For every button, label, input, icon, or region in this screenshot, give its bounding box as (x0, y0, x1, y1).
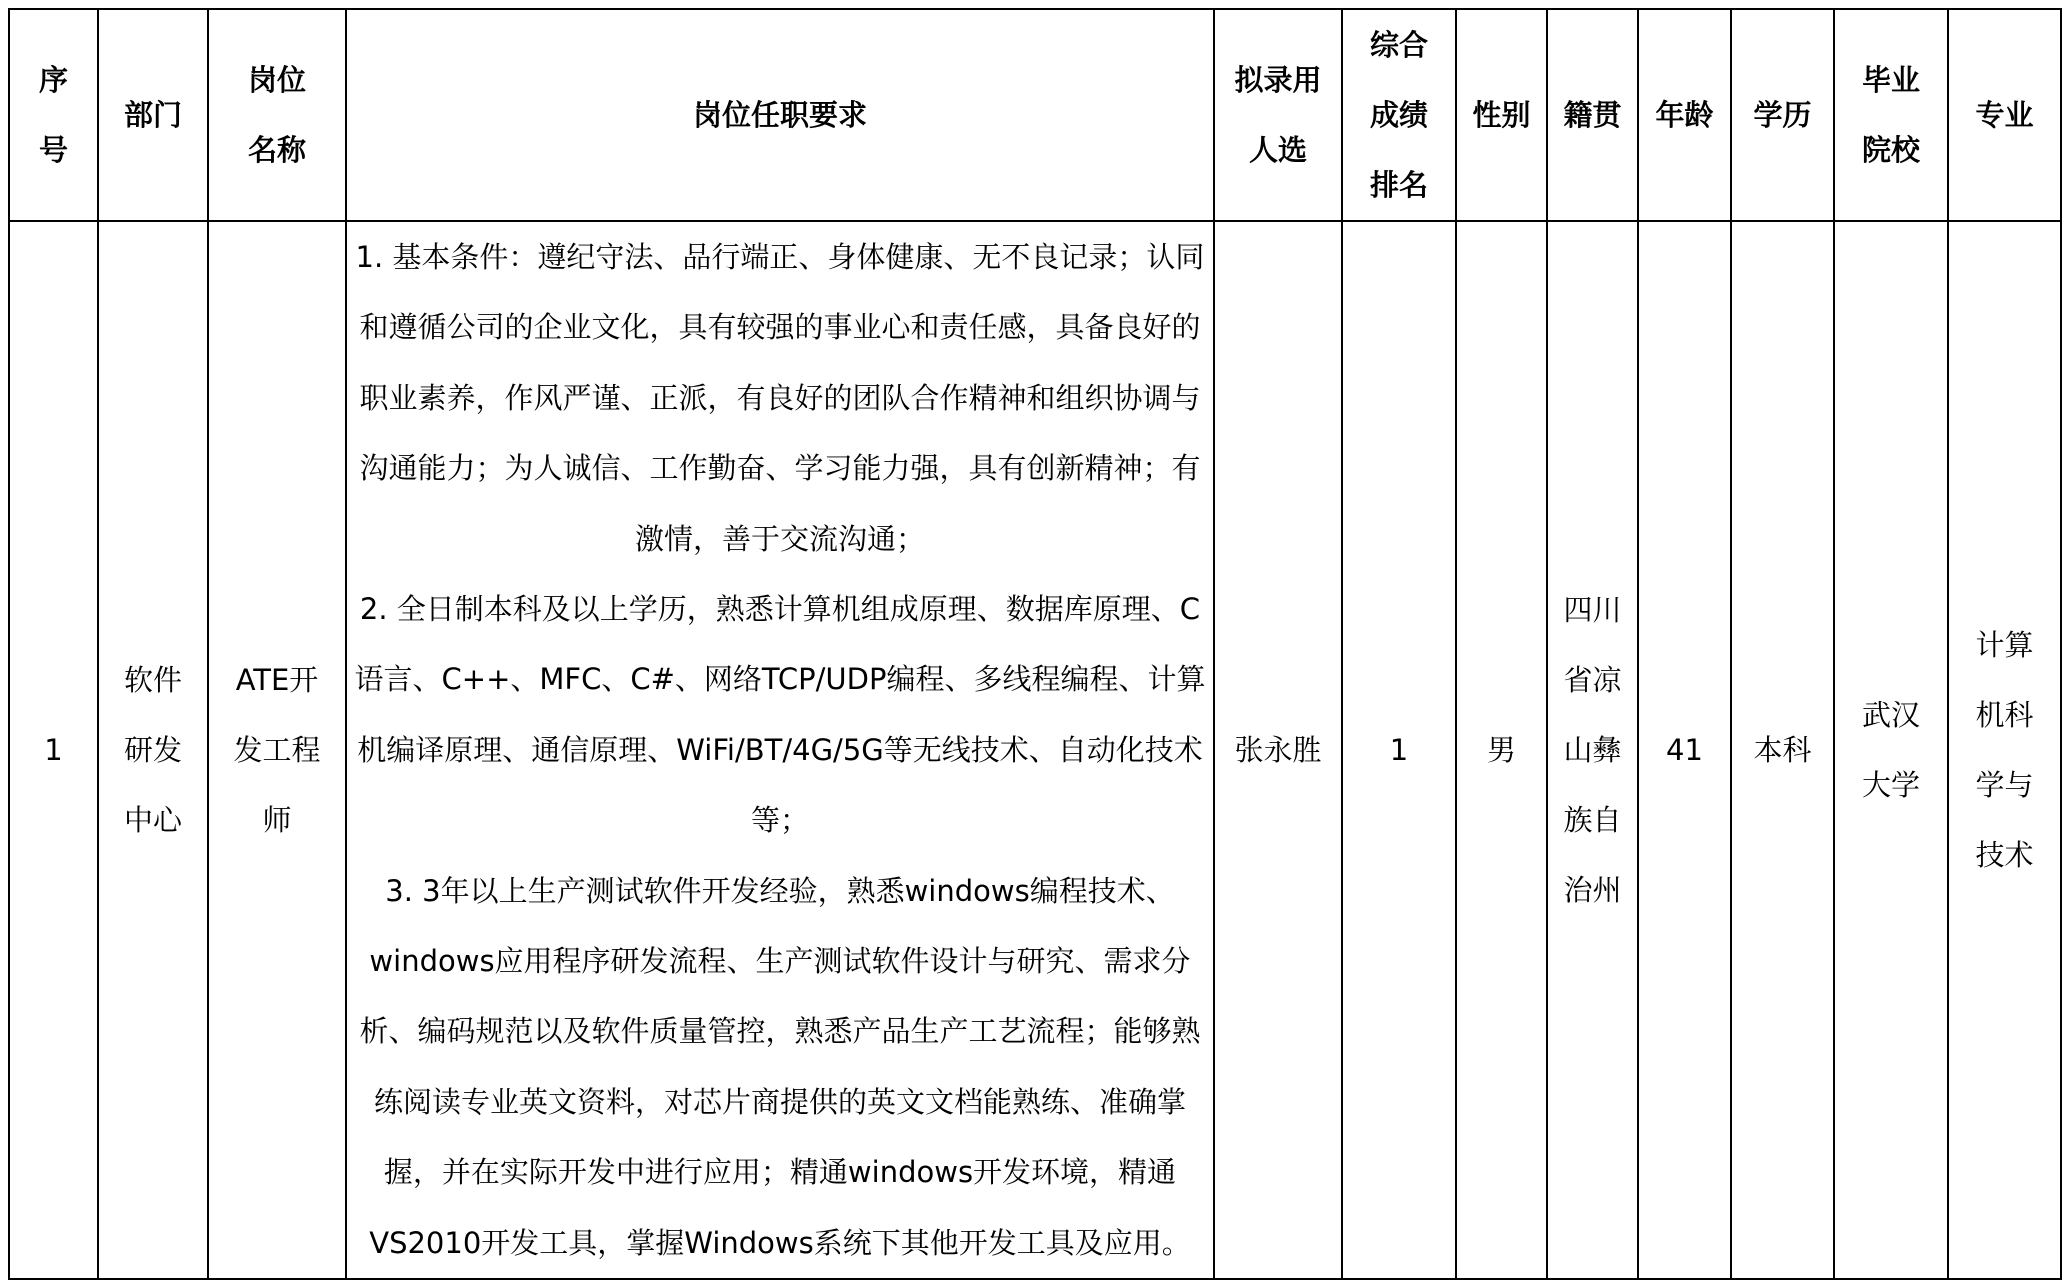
requirement-item: 2. 全日制本科及以上学历，熟悉计算机组成原理、数据库原理、C语言、C++、MFC、C#、网络TCP/UDP编程、多线程编程、计算机编译原理、通信原理、WiFi/BT/4G/5G等无线技术、自动化技术等； (354, 592, 1206, 838)
cell-candidate-text: 张永胜 (1234, 733, 1322, 768)
cell-major-line: 计算 (1975, 628, 2034, 663)
cell-major-line: 学与 (1975, 768, 2034, 803)
cell-gender (1456, 221, 1547, 1279)
header-candidate-line: 人选 (1248, 133, 1307, 167)
header-requirements-line: 岗位任职要求 (692, 98, 867, 132)
header-rank (1342, 9, 1456, 221)
cell-no (9, 221, 98, 1279)
header-row (9, 9, 2061, 221)
cell-position-line: 发工程 (233, 733, 321, 768)
header-no-line: 序 (38, 63, 68, 97)
cell-position-line: ATE开 (235, 663, 319, 698)
cell-origin-line: 治州 (1563, 873, 1622, 908)
header-age (1638, 9, 1731, 221)
cell-education-text: 本科 (1753, 733, 1812, 768)
header-origin-line: 籍贯 (1563, 98, 1622, 132)
header-gender-line: 性别 (1472, 98, 1531, 132)
header-major-line: 专业 (1975, 98, 2034, 132)
cell-rank (1342, 221, 1456, 1279)
cell-dept-line: 研发 (123, 733, 182, 768)
header-education-line: 学历 (1753, 98, 1812, 132)
cell-dept-line: 软件 (123, 663, 182, 698)
requirement-item: 3. 3年以上生产测试软件开发经验，熟悉windows编程技术、windows应用程序研发流程、生产测试软件设计与研究、需求分析、编码规范以及软件质量管控，熟悉产品生产工艺流程；能够熟练阅读专业英文资料，对芯片商提供的英文文档能熟练、准确掌握，并在实际开发中进行应用；精通windows开发环境，精通VS2010开发工具，掌握Windows系统下其他开发工具及应用。 (359, 873, 1201, 1260)
cell-origin-line: 山彝 (1563, 733, 1622, 768)
cell-school-line: 武汉 (1861, 698, 1920, 733)
header-dept-line: 部门 (123, 98, 182, 132)
header-education (1731, 9, 1834, 221)
cell-age (1638, 221, 1731, 1279)
cell-gender-text: 男 (1486, 733, 1516, 768)
cell-major-line: 机科 (1975, 698, 2034, 733)
cell-dept (98, 221, 208, 1279)
header-dept (98, 9, 208, 221)
header-major (1948, 9, 2061, 221)
header-rank-line: 综合 (1369, 28, 1428, 62)
cell-dept-line: 中心 (123, 803, 182, 838)
header-school-line: 院校 (1861, 133, 1920, 167)
cell-school-line: 大学 (1861, 768, 1920, 803)
cell-origin (1547, 221, 1638, 1279)
cell-origin-line: 省凉 (1563, 663, 1622, 698)
cell-origin-line: 族自 (1563, 803, 1622, 838)
header-requirements (346, 9, 1214, 221)
header-candidate-line: 拟录用 (1234, 63, 1322, 97)
cell-candidate (1214, 221, 1342, 1279)
cell-position (208, 221, 346, 1279)
header-rank-line: 排名 (1369, 168, 1428, 202)
header-school (1834, 9, 1948, 221)
header-origin (1547, 9, 1638, 221)
table-row (9, 221, 2061, 1279)
header-school-line: 毕业 (1861, 63, 1920, 97)
header-position (208, 9, 346, 221)
header-position-line: 岗位 (247, 63, 306, 97)
cell-major-line: 技术 (1975, 838, 2034, 873)
header-candidate (1214, 9, 1342, 221)
cell-origin-line: 四川 (1563, 593, 1622, 628)
cell-position-line: 师 (262, 803, 292, 838)
cell-school (1834, 221, 1948, 1279)
cell-rank-text: 1 (1389, 733, 1409, 768)
header-position-line: 名称 (247, 133, 306, 167)
header-age-line: 年龄 (1655, 98, 1714, 132)
header-no (9, 9, 98, 221)
cell-no-text: 1 (44, 733, 63, 768)
header-gender (1456, 9, 1547, 221)
requirement-item: 1. 基本条件：遵纪守法、品行端正、身体健康、无不良记录；认同和遵循公司的企业文化，具有较强的事业心和责任感，具备良好的职业素养，作风严谨、正派，有良好的团队合作精神和组织协调与沟通能力；为人诚信、工作勤奋、学习能力强，具有创新精神；有激情，善于交流沟通； (355, 240, 1205, 556)
cell-requirements (346, 221, 1214, 1279)
header-rank-line: 成绩 (1369, 98, 1428, 132)
recruitment-table (8, 8, 2062, 1280)
cell-major (1948, 221, 2061, 1279)
header-no-line: 号 (38, 133, 68, 167)
recruitment-table-wrapper (8, 8, 2060, 1276)
cell-education (1731, 221, 1834, 1279)
cell-age-text: 41 (1666, 733, 1703, 768)
